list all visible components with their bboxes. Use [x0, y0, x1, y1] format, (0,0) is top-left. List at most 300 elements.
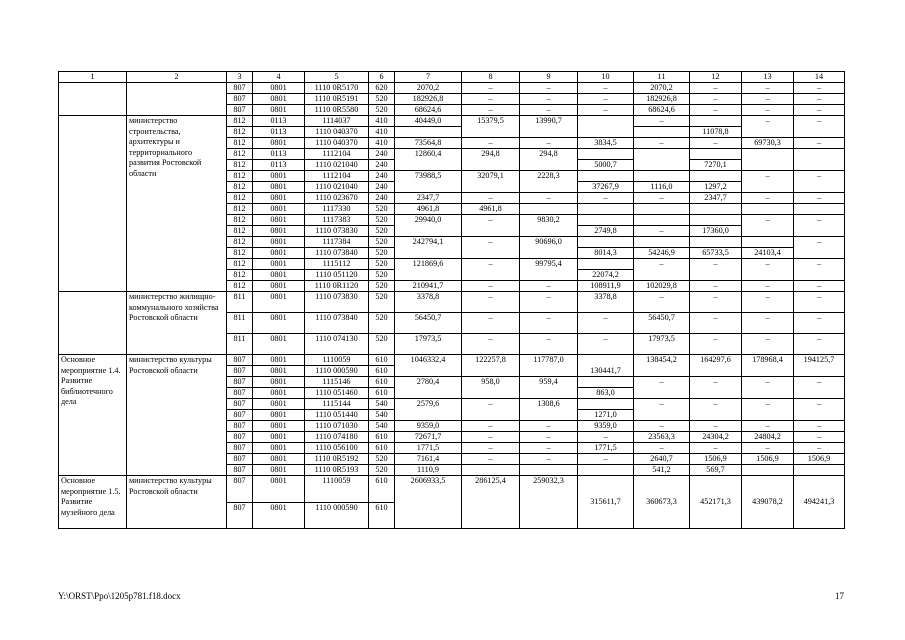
table-cell: [742, 465, 794, 476]
table-cell: 240: [369, 193, 395, 204]
table-cell: –: [690, 259, 742, 281]
table-cell: 1110 0R5191: [305, 94, 369, 105]
table-cell: –: [520, 138, 578, 149]
table-cell: 7161,4: [395, 454, 462, 465]
table-cell: [634, 149, 690, 171]
table-cell: 807: [227, 105, 253, 116]
table-cell: 5000,7: [578, 160, 634, 171]
table-cell: 610: [369, 502, 395, 529]
table-cell: –: [742, 193, 794, 204]
table-cell: –: [634, 226, 690, 237]
header-row: [59, 72, 845, 83]
table-cell: –: [690, 377, 742, 399]
table-cell: –: [794, 171, 845, 193]
table-cell: –: [794, 281, 845, 292]
table-cell: –: [462, 105, 520, 116]
table-cell: 182926,8: [634, 94, 690, 105]
table-cell: 520: [369, 454, 395, 465]
table-cell: –: [690, 83, 742, 94]
table-row: [59, 355, 845, 366]
table-cell: –: [634, 138, 690, 149]
table-cell: 807: [227, 399, 253, 410]
table-cell: –: [690, 443, 742, 454]
table-cell: 178968,4: [742, 355, 794, 377]
table-cell: 0113: [253, 160, 305, 171]
table-cell: 807: [227, 355, 253, 366]
table-cell: 620: [369, 83, 395, 94]
table-cell: –: [794, 313, 845, 334]
table-cell: –: [520, 421, 578, 432]
table-cell: 2: [127, 72, 227, 83]
table-cell: 108911,9: [578, 281, 634, 292]
table-cell: 2347,7: [395, 193, 462, 204]
table-cell: 1297,2: [690, 182, 742, 193]
table-cell: 73564,8: [395, 138, 462, 149]
table-cell: Основное мероприятие 1.5. Развитие музейного дела: [59, 476, 127, 529]
table-cell: 540: [369, 421, 395, 432]
table-cell: 807: [227, 454, 253, 465]
table-cell: 410: [369, 116, 395, 127]
table-cell: –: [462, 215, 520, 237]
table-cell: 11078,8: [690, 127, 742, 138]
table-cell: 6: [369, 72, 395, 83]
table-cell: –: [462, 237, 520, 259]
table-cell: 1506,9: [794, 454, 845, 465]
table-cell: 494241,3: [794, 476, 845, 529]
table-cell: –: [462, 313, 520, 334]
table-cell: 0801: [253, 193, 305, 204]
table-cell: 9359,0: [578, 421, 634, 432]
table-cell: 0801: [253, 313, 305, 334]
table-cell: –: [794, 259, 845, 281]
table-cell: 812: [227, 270, 253, 281]
table-cell: [127, 83, 227, 116]
table-cell: –: [634, 421, 690, 432]
table-cell: 7270,1: [690, 160, 742, 171]
table-cell: [578, 237, 634, 248]
table-cell: 807: [227, 421, 253, 432]
table-cell: 0801: [253, 334, 305, 355]
table-cell: 23563,3: [634, 432, 690, 443]
table-cell: –: [690, 334, 742, 355]
table-cell: –: [462, 432, 520, 443]
table-cell: 1115146: [305, 377, 369, 388]
table-cell: [634, 204, 690, 215]
table-cell: 812: [227, 215, 253, 226]
table-cell: 56450,7: [634, 313, 690, 334]
table-cell: –: [520, 83, 578, 94]
table-cell: –: [462, 399, 520, 421]
table-cell: –: [794, 105, 845, 116]
table-cell: 14: [794, 72, 845, 83]
table-cell: 1116,0: [634, 182, 690, 193]
table-cell: [59, 116, 127, 292]
table-cell: –: [462, 94, 520, 105]
table-cell: –: [794, 215, 845, 237]
table-cell: –: [462, 334, 520, 355]
table-cell: 1110 073830: [305, 226, 369, 237]
table-cell: –: [794, 292, 845, 313]
table-cell: –: [794, 193, 845, 204]
table-cell: –: [742, 94, 794, 105]
table-cell: 0801: [253, 83, 305, 94]
table-cell: министерство строительства, архитектуры и территориального развития Ростовской области: [127, 116, 227, 292]
table-cell: 1271,0: [578, 410, 634, 421]
table-cell: 520: [369, 292, 395, 313]
table-cell: 807: [227, 94, 253, 105]
table-cell: 812: [227, 182, 253, 193]
table-cell: 807: [227, 377, 253, 388]
table-cell: 610: [369, 432, 395, 443]
table-cell: 240: [369, 171, 395, 182]
table-cell: –: [690, 421, 742, 432]
table-cell: 2640,7: [634, 454, 690, 465]
table-cell: 958,0: [462, 377, 520, 399]
table-cell: [690, 204, 742, 215]
table-cell: 2579,6: [395, 399, 462, 421]
table-cell: Основное мероприятие 1.4. Развитие библиотечного дела: [59, 355, 127, 476]
table-cell: 0113: [253, 149, 305, 160]
table-cell: 1117383: [305, 215, 369, 226]
table-cell: –: [794, 237, 845, 259]
table-cell: 807: [227, 410, 253, 421]
table-cell: 541,2: [634, 465, 690, 476]
table-cell: 0801: [253, 248, 305, 259]
table-cell: –: [578, 432, 634, 443]
table-cell: [578, 399, 634, 410]
table-cell: [578, 259, 634, 270]
table-cell: –: [462, 281, 520, 292]
table-cell: 1: [59, 72, 127, 83]
table-cell: [520, 465, 578, 476]
table-cell: 0801: [253, 502, 305, 529]
table-cell: 569,7: [690, 465, 742, 476]
table-cell: 0801: [253, 138, 305, 149]
table-row: [59, 476, 845, 503]
page-number: 17: [835, 591, 844, 601]
table-cell: 1110 074180: [305, 432, 369, 443]
table-cell: 1117384: [305, 237, 369, 248]
table-cell: 240: [369, 182, 395, 193]
table-cell: 0801: [253, 281, 305, 292]
table-cell: [690, 215, 742, 226]
table-cell: –: [690, 94, 742, 105]
table-cell: 610: [369, 388, 395, 399]
table-cell: 1110,9: [395, 465, 462, 476]
table-cell: –: [520, 292, 578, 313]
table-cell: 0801: [253, 226, 305, 237]
table-cell: 117787,0: [520, 355, 578, 377]
table-cell: 520: [369, 204, 395, 215]
table-cell: –: [634, 443, 690, 454]
table-cell: –: [520, 281, 578, 292]
table-cell: 2070,2: [634, 83, 690, 94]
table-cell: 0801: [253, 377, 305, 388]
table-cell: министерство культуры Ростовской области: [127, 476, 227, 529]
table-cell: 520: [369, 248, 395, 259]
table-cell: –: [742, 281, 794, 292]
table-cell: [794, 204, 845, 215]
table-cell: 807: [227, 366, 253, 377]
table-cell: –: [634, 399, 690, 421]
table-cell: 8014,3: [578, 248, 634, 259]
table-cell: 1110 000590: [305, 502, 369, 529]
table-cell: 452171,3: [690, 476, 742, 529]
table-cell: –: [742, 334, 794, 355]
table-cell: [578, 215, 634, 226]
table-cell: 9830,2: [520, 215, 578, 237]
table-cell: 32079,1: [462, 171, 520, 193]
table-cell: 1110 051120: [305, 270, 369, 281]
table-cell: 811: [227, 313, 253, 334]
table-cell: –: [742, 377, 794, 399]
table-cell: –: [794, 443, 845, 454]
table-cell: –: [462, 259, 520, 281]
table-cell: –: [794, 334, 845, 355]
table-cell: 240: [369, 149, 395, 160]
table-cell: 812: [227, 171, 253, 182]
table-cell: 0801: [253, 476, 305, 503]
table-cell: 520: [369, 215, 395, 226]
table-cell: 0801: [253, 237, 305, 248]
table-cell: 9: [520, 72, 578, 83]
table-cell: 1110 073840: [305, 313, 369, 334]
table-cell: 240: [369, 160, 395, 171]
table-cell: 7: [395, 72, 462, 83]
table-cell: [634, 171, 690, 182]
table-cell: 0801: [253, 410, 305, 421]
table-cell: 0801: [253, 443, 305, 454]
table-cell: 2780,4: [395, 377, 462, 399]
table-cell: 959,4: [520, 377, 578, 399]
table-cell: 610: [369, 443, 395, 454]
table-cell: 812: [227, 138, 253, 149]
table-cell: 2228,3: [520, 171, 578, 193]
table-cell: 259032,3: [520, 476, 578, 529]
table-cell: –: [520, 432, 578, 443]
table-cell: 812: [227, 160, 253, 171]
table-row: [59, 116, 845, 127]
table-cell: 0801: [253, 432, 305, 443]
table-cell: 56450,7: [395, 313, 462, 334]
table-cell: 540: [369, 410, 395, 421]
table-cell: [742, 149, 794, 171]
table-cell: –: [578, 105, 634, 116]
table-cell: 29940,0: [395, 215, 462, 237]
table-cell: 439078,2: [742, 476, 794, 529]
table-cell: 315611,7: [578, 476, 634, 529]
table-cell: –: [742, 399, 794, 421]
table-cell: –: [520, 454, 578, 465]
table-cell: 812: [227, 281, 253, 292]
table-cell: –: [462, 193, 520, 204]
table-cell: 1110 071030: [305, 421, 369, 432]
table-cell: 0801: [253, 204, 305, 215]
table-cell: 520: [369, 281, 395, 292]
table-cell: 812: [227, 248, 253, 259]
table-cell: 138454,2: [634, 355, 690, 377]
table-cell: [794, 149, 845, 171]
table-cell: 4961,8: [462, 204, 520, 215]
table-cell: 0801: [253, 465, 305, 476]
table-cell: –: [794, 94, 845, 105]
table-cell: –: [462, 83, 520, 94]
table-cell: 1110 0R5170: [305, 83, 369, 94]
table-cell: 1114037: [305, 116, 369, 127]
table-cell: 0801: [253, 399, 305, 410]
table-cell: 8: [462, 72, 520, 83]
table-cell: –: [794, 83, 845, 94]
table-cell: 1110 0R5580: [305, 105, 369, 116]
table-cell: 807: [227, 476, 253, 503]
table-cell: [59, 292, 127, 355]
table-cell: 122257,8: [462, 355, 520, 377]
table-cell: [578, 171, 634, 182]
table-cell: 812: [227, 127, 253, 138]
table-cell: 1110 0R5192: [305, 454, 369, 465]
table-cell: 102029,8: [634, 281, 690, 292]
table-cell: 54246,9: [634, 248, 690, 259]
table-cell: –: [462, 292, 520, 313]
table-cell: 1506,9: [690, 454, 742, 465]
table-cell: 610: [369, 476, 395, 503]
table-cell: 12860,4: [395, 149, 462, 171]
table-cell: –: [794, 116, 845, 138]
table-cell: [578, 204, 634, 215]
table-cell: 0801: [253, 292, 305, 313]
table-cell: –: [742, 171, 794, 193]
table-cell: –: [578, 193, 634, 204]
table-cell: 1110 021040: [305, 160, 369, 171]
table-cell: –: [794, 138, 845, 149]
table-cell: 1112104: [305, 149, 369, 160]
table-cell: 17973,5: [395, 334, 462, 355]
table-cell: 811: [227, 292, 253, 313]
table-cell: –: [462, 454, 520, 465]
table-cell: 1115144: [305, 399, 369, 410]
table-cell: министерство жилищно-коммунального хозяйства Ростовской области: [127, 292, 227, 355]
table-cell: 807: [227, 432, 253, 443]
table-cell: 520: [369, 334, 395, 355]
table-cell: [690, 116, 742, 127]
table-cell: 410: [369, 127, 395, 138]
table-cell: 0801: [253, 388, 305, 399]
table-cell: 540: [369, 399, 395, 410]
table-cell: 99795,4: [520, 259, 578, 281]
table-cell: [794, 465, 845, 476]
table-cell: 3378,8: [578, 292, 634, 313]
table-cell: 520: [369, 237, 395, 248]
table-cell: 1110 040370: [305, 138, 369, 149]
table-cell: 0801: [253, 105, 305, 116]
table-cell: [690, 171, 742, 182]
table-cell: 69730,3: [742, 138, 794, 149]
table-cell: [578, 149, 634, 160]
table-cell: 520: [369, 105, 395, 116]
file-path: Y:\ORST\Ppo\1205p781.f18.docx: [58, 591, 181, 601]
table-cell: –: [742, 215, 794, 237]
table-cell: 807: [227, 502, 253, 529]
table-cell: 0801: [253, 215, 305, 226]
table-cell: 1117330: [305, 204, 369, 215]
table-cell: 5: [305, 72, 369, 83]
table-cell: –: [690, 313, 742, 334]
table-cell: 11: [634, 72, 690, 83]
table-cell: [634, 237, 690, 248]
table-cell: министерство культуры Ростовской области: [127, 355, 227, 476]
table-cell: 1110059: [305, 476, 369, 503]
table-cell: –: [634, 377, 690, 399]
table-cell: 1110 000590: [305, 366, 369, 377]
table-cell: 0801: [253, 355, 305, 366]
table-cell: 812: [227, 226, 253, 237]
table-cell: 9359,0: [395, 421, 462, 432]
table-cell: 812: [227, 116, 253, 127]
table-cell: 294,8: [520, 149, 578, 171]
table-cell: –: [634, 116, 690, 127]
table-cell: 2749,8: [578, 226, 634, 237]
table-cell: [59, 83, 127, 116]
table-cell: –: [520, 193, 578, 204]
table-cell: 40449,0: [395, 116, 462, 127]
table-cell: 1110 073830: [305, 292, 369, 313]
table-cell: 1110 051440: [305, 410, 369, 421]
table-cell: 812: [227, 149, 253, 160]
table-cell: 68624,6: [395, 105, 462, 116]
table-cell: [578, 465, 634, 476]
table-cell: 194125,7: [794, 355, 845, 377]
table-cell: [634, 127, 690, 138]
table-cell: –: [742, 443, 794, 454]
table-cell: –: [634, 259, 690, 281]
table-cell: 1110 0R1120: [305, 281, 369, 292]
table-cell: –: [578, 454, 634, 465]
table-cell: –: [794, 377, 845, 399]
table-cell: –: [462, 421, 520, 432]
table-cell: 610: [369, 366, 395, 377]
table-cell: 1110 0R5193: [305, 465, 369, 476]
table-cell: 2070,2: [395, 83, 462, 94]
table-cell: 1506,9: [742, 454, 794, 465]
table-cell: 0801: [253, 270, 305, 281]
table-cell: [578, 116, 634, 138]
table-cell: –: [794, 399, 845, 421]
table-cell: –: [520, 443, 578, 454]
table-cell: 360673,3: [634, 476, 690, 529]
budget-table: [58, 71, 845, 529]
table-cell: 1110 051460: [305, 388, 369, 399]
table-cell: 610: [369, 377, 395, 388]
table-cell: –: [794, 432, 845, 443]
table-cell: 1112104: [305, 171, 369, 182]
table-cell: –: [690, 399, 742, 421]
table-cell: –: [578, 334, 634, 355]
table-cell: 4961,8: [395, 204, 462, 215]
table-cell: 1110 023670: [305, 193, 369, 204]
table-cell: 3378,8: [395, 292, 462, 313]
table-cell: 1115112: [305, 259, 369, 270]
table-cell: 1110 040370: [305, 127, 369, 138]
table-cell: 68624,6: [634, 105, 690, 116]
table-cell: 1110 021040: [305, 182, 369, 193]
table-cell: 812: [227, 259, 253, 270]
table-cell: –: [634, 292, 690, 313]
table-cell: 520: [369, 313, 395, 334]
table-cell: [690, 237, 742, 248]
table-cell: 1110 074130: [305, 334, 369, 355]
table-cell: –: [520, 334, 578, 355]
table-cell: 37267,9: [578, 182, 634, 193]
